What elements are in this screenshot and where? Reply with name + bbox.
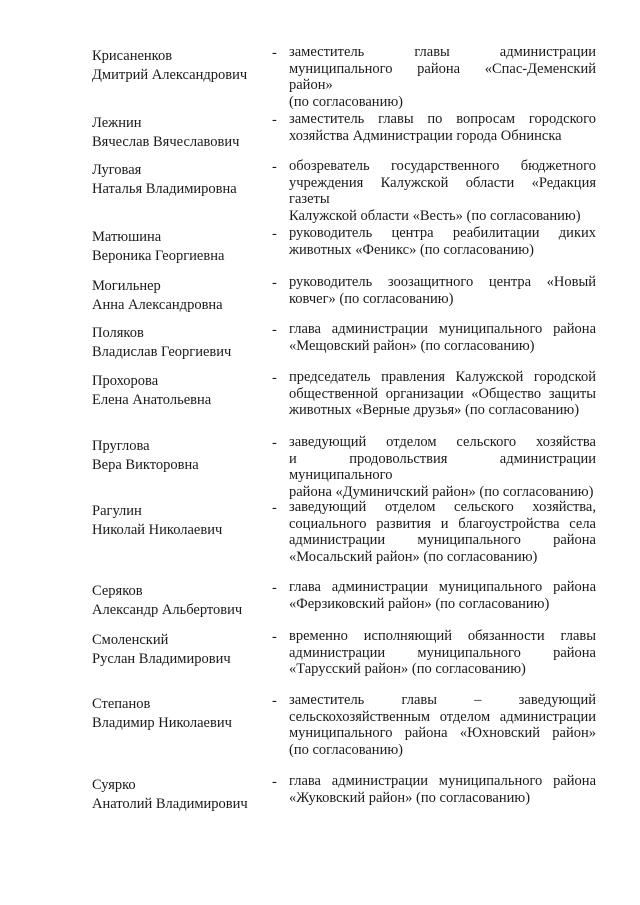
position-description [289, 225, 596, 258]
person-name [92, 631, 267, 669]
position-description [289, 773, 596, 806]
description-line: Калужской области «Весть» (по согласованию) [289, 207, 581, 224]
description-line: района «Думиничский район» (по согласованию) [289, 483, 594, 500]
description-line: (по согласованию) [289, 93, 403, 110]
dash-separator: - [272, 435, 277, 451]
surname: Пруглова [92, 438, 150, 454]
description-line: администрации муниципального района [289, 532, 596, 548]
position-description [289, 158, 596, 224]
dash-separator: - [272, 774, 277, 790]
position-description [289, 434, 596, 500]
dash-separator: - [272, 580, 277, 596]
given-names: Вячеслав Вячеславович [92, 134, 240, 150]
person-name [92, 372, 267, 410]
given-names: Вероника Георгиевна [92, 248, 225, 264]
description-line: администрации муниципального района [289, 644, 596, 661]
given-names: Дмитрий Александрович [92, 67, 248, 83]
person-name [92, 502, 267, 540]
dash-separator: - [272, 226, 277, 242]
position-description [289, 579, 596, 612]
surname: Смоленский [92, 632, 169, 648]
description-line: хозяйства Администрации города Обнинска [289, 127, 562, 144]
description-line: «Мосальский район» (по согласованию) [289, 548, 538, 565]
surname: Степанов [92, 696, 151, 712]
description-line: учреждения Калужской области «Редакция газеты [289, 174, 596, 207]
position-description [289, 111, 596, 144]
description-line: обозреватель государственного бюджетного [289, 158, 596, 174]
person-name [92, 582, 267, 620]
surname: Суярко [92, 777, 136, 793]
description-line: руководитель зоозащитного центра «Новый [289, 274, 596, 290]
dash-separator: - [272, 112, 277, 128]
description-line: председатель правления Калужской городской [289, 369, 596, 385]
surname: Серяков [92, 583, 143, 599]
person-name [92, 114, 267, 152]
surname: Поляков [92, 325, 144, 341]
description-line: временно исполняющий обязанности главы [289, 628, 596, 644]
surname: Прохорова [92, 373, 159, 389]
position-description [289, 44, 596, 110]
description-line: глава администрации муниципального района [289, 773, 596, 789]
description-line: глава администрации муниципального района [289, 321, 596, 337]
description-line: муниципального района «Спас-Деменский район» [289, 60, 596, 93]
surname: Рагулин [92, 503, 142, 519]
position-description [289, 692, 596, 758]
given-names: Анатолий Владимирович [92, 796, 248, 812]
person-name [92, 776, 267, 814]
person-name [92, 47, 267, 85]
position-description [289, 499, 596, 565]
description-line: заместитель главы – заведующий [289, 692, 596, 708]
dash-separator: - [272, 693, 277, 709]
dash-separator: - [272, 275, 277, 291]
description-line: «Ферзиковский район» (по согласованию) [289, 595, 550, 612]
person-name [92, 277, 267, 315]
description-line: ковчег» (по согласованию) [289, 290, 454, 307]
given-names: Владислав Георгиевич [92, 344, 232, 360]
description-line: заведующий отделом сельского хозяйства [289, 434, 596, 450]
dash-separator: - [272, 370, 277, 386]
description-line: животных «Феникс» (по согласованию) [289, 241, 534, 258]
description-line: «Тарусский район» (по согласованию) [289, 661, 526, 677]
person-name [92, 695, 267, 733]
surname: Луговая [92, 162, 142, 178]
given-names: Елена Анатольевна [92, 392, 212, 408]
surname: Крисаненков [92, 48, 173, 64]
given-names: Анна Александровна [92, 297, 223, 313]
given-names: Владимир Николаевич [92, 715, 232, 731]
given-names: Наталья Владимировна [92, 181, 237, 197]
person-name [92, 437, 267, 475]
surname: Матюшина [92, 229, 162, 245]
description-line: социального развития и благоустройства села [289, 515, 596, 532]
person-name [92, 228, 267, 266]
dash-separator: - [272, 45, 277, 61]
description-line: руководитель центра реабилитации диких [289, 225, 596, 241]
description-line: сельскохозяйственным отделом администрации [289, 708, 596, 725]
person-name [92, 324, 267, 362]
description-line: «Жуковский район» (по согласованию) [289, 789, 531, 806]
position-description [289, 369, 596, 419]
description-line: муниципального района «Юхновский район» [289, 725, 596, 741]
dash-separator: - [272, 629, 277, 645]
description-line: заместитель главы по вопросам городского [289, 111, 596, 127]
position-description [289, 628, 596, 678]
description-line: (по согласованию) [289, 741, 403, 758]
position-description [289, 274, 596, 307]
description-line: и продовольствия администрации муниципального [289, 450, 596, 483]
description-line: животных «Верные друзья» (по согласованию) [289, 402, 580, 418]
surname: Лежнин [92, 115, 142, 131]
surname: Могильнер [92, 278, 161, 294]
dash-separator: - [272, 159, 277, 175]
given-names: Вера Викторовна [92, 457, 199, 473]
description-line: заведующий отделом сельского хозяйства, [289, 499, 596, 515]
dash-separator: - [272, 500, 277, 516]
description-line: «Мещовский район» (по согласованию) [289, 337, 535, 354]
given-names: Николай Николаевич [92, 522, 223, 538]
description-line: общественной организации «Общество защиты [289, 385, 596, 402]
given-names: Александр Альбертович [92, 602, 243, 618]
description-line: заместитель главы администрации [289, 44, 596, 60]
person-name [92, 161, 267, 199]
dash-separator: - [272, 322, 277, 338]
position-description [289, 321, 596, 354]
description-line: глава администрации муниципального района [289, 579, 596, 595]
given-names: Руслан Владимирович [92, 651, 231, 667]
